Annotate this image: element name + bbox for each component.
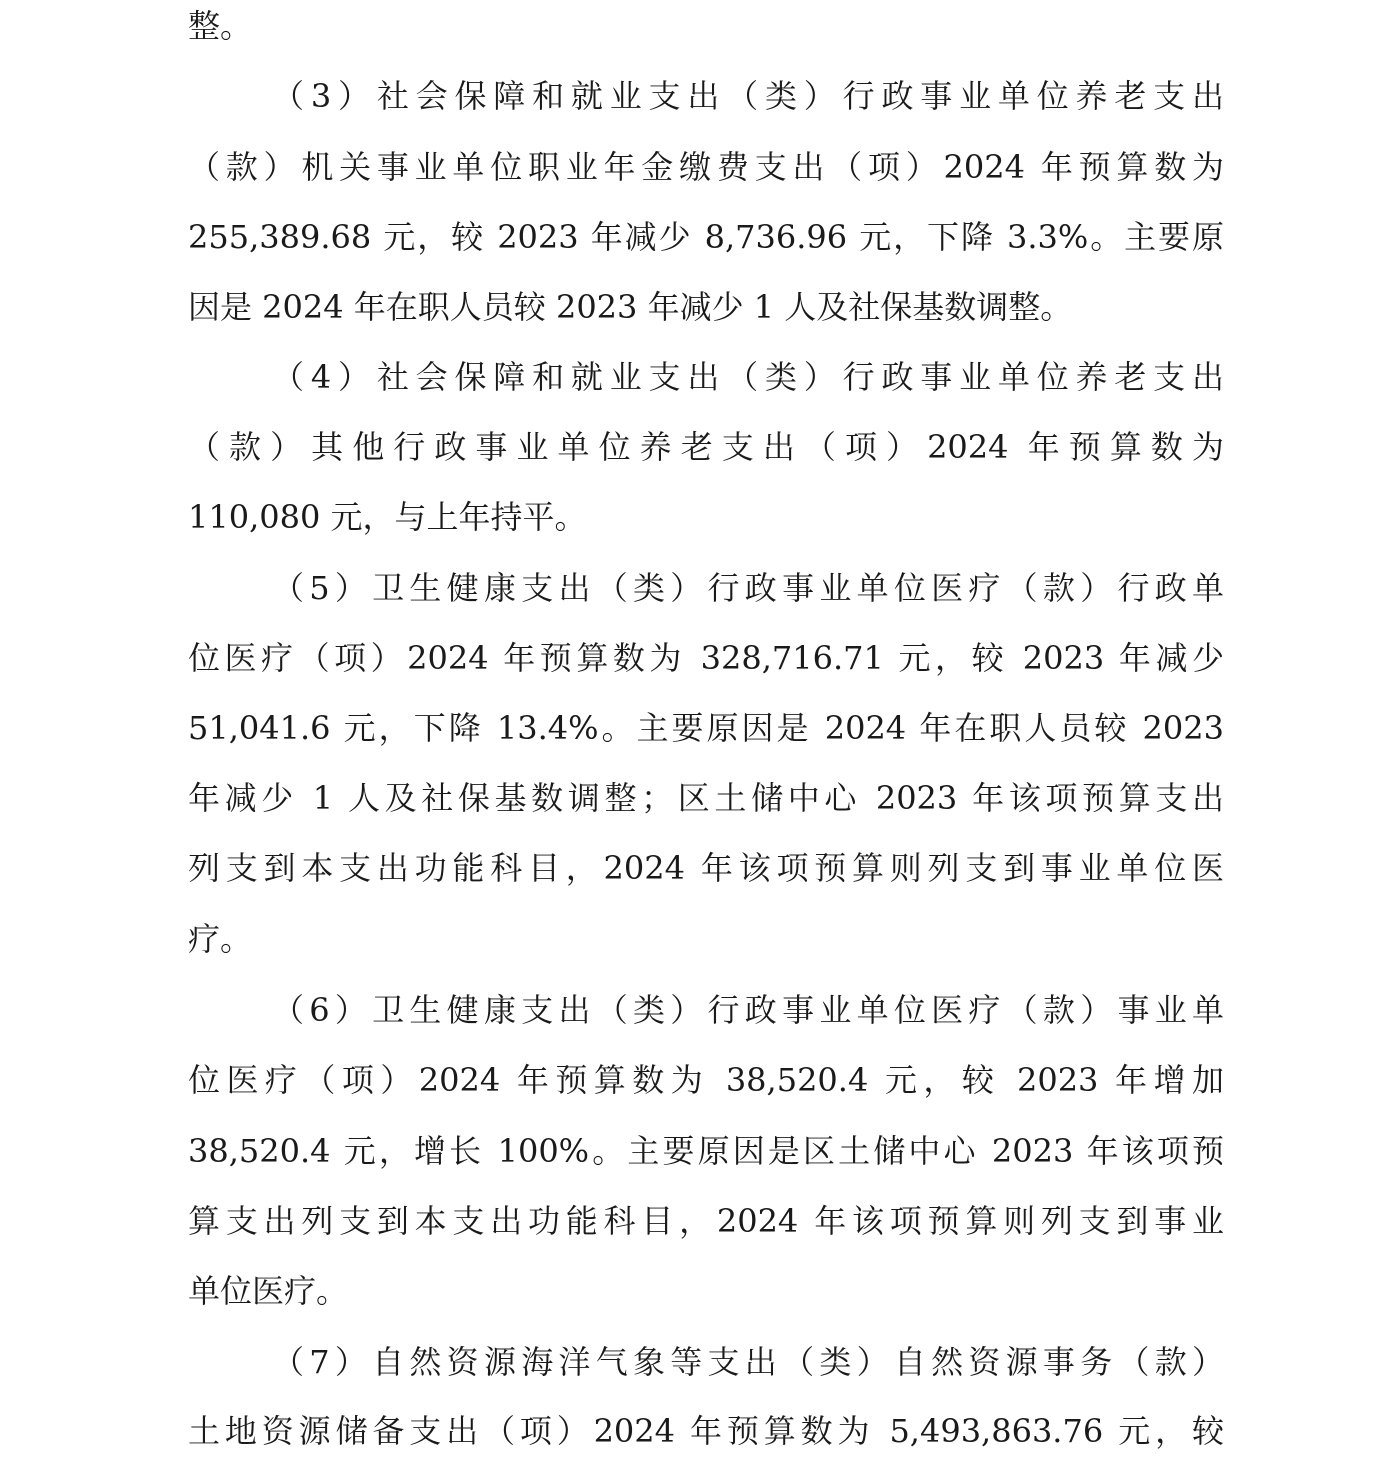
paragraph-2-end-line: 整。 <box>188 7 253 45</box>
paragraph-3-line-2: （款）机关事业单位职业年金缴费支出（项）2024 年预算数为 <box>188 148 1224 186</box>
paragraph-5-line-2: 位医疗（项）2024 年预算数为 328,716.71 元，较 2023 年减少 <box>188 639 1224 677</box>
paragraph-7-line-1: （7）自然资源海洋气象等支出（类）自然资源事务（款） <box>272 1343 1224 1381</box>
paragraph-6-line-4: 算支出列支到本支出功能科目，2024 年该项预算则列支到事业 <box>188 1202 1224 1240</box>
paragraph-3-line-4: 因是 2024 年在职人员较 2023 年减少 1 人及社保基数调整。 <box>188 288 1073 326</box>
paragraph-4-line-1: （4）社会保障和就业支出（类）行政事业单位养老支出 <box>272 358 1224 396</box>
paragraph-5-line-6: 疗。 <box>188 920 253 958</box>
paragraph-6-line-1: （6）卫生健康支出（类）行政事业单位医疗（款）事业单 <box>272 991 1224 1029</box>
paragraph-4-line-2: （款）其他行政事业单位养老支出（项）2024 年预算数为 <box>188 428 1224 466</box>
paragraph-5-line-1: （5）卫生健康支出（类）行政事业单位医疗（款）行政单 <box>272 569 1224 607</box>
paragraph-3-line-3: 255,389.68 元，较 2023 年减少 8,736.96 元，下降 3.3%。主要原 <box>188 218 1224 256</box>
paragraph-6-line-2: 位医疗（项）2024 年预算数为 38,520.4 元，较 2023 年增加 <box>188 1061 1224 1099</box>
paragraph-6-line-3: 38,520.4 元，增长 100%。主要原因是区土储中心 2023 年该项预 <box>188 1132 1224 1170</box>
paragraph-5-line-5: 列支到本支出功能科目，2024 年该项预算则列支到事业单位医 <box>188 849 1224 887</box>
paragraph-5-line-3: 51,041.6 元，下降 13.4%。主要原因是 2024 年在职人员较 2023 <box>188 709 1224 747</box>
paragraph-3-line-1: （3）社会保障和就业支出（类）行政事业单位养老支出 <box>272 77 1224 115</box>
paragraph-5-line-4: 年减少 1 人及社保基数调整；区土储中心 2023 年该项预算支出 <box>188 779 1224 817</box>
paragraph-7-line-2: 土地资源储备支出（项）2024 年预算数为 5,493,863.76 元，较 <box>188 1412 1224 1450</box>
paragraph-6-line-5: 单位医疗。 <box>188 1272 349 1310</box>
paragraph-4-line-3: 110,080 元，与上年持平。 <box>188 498 587 536</box>
